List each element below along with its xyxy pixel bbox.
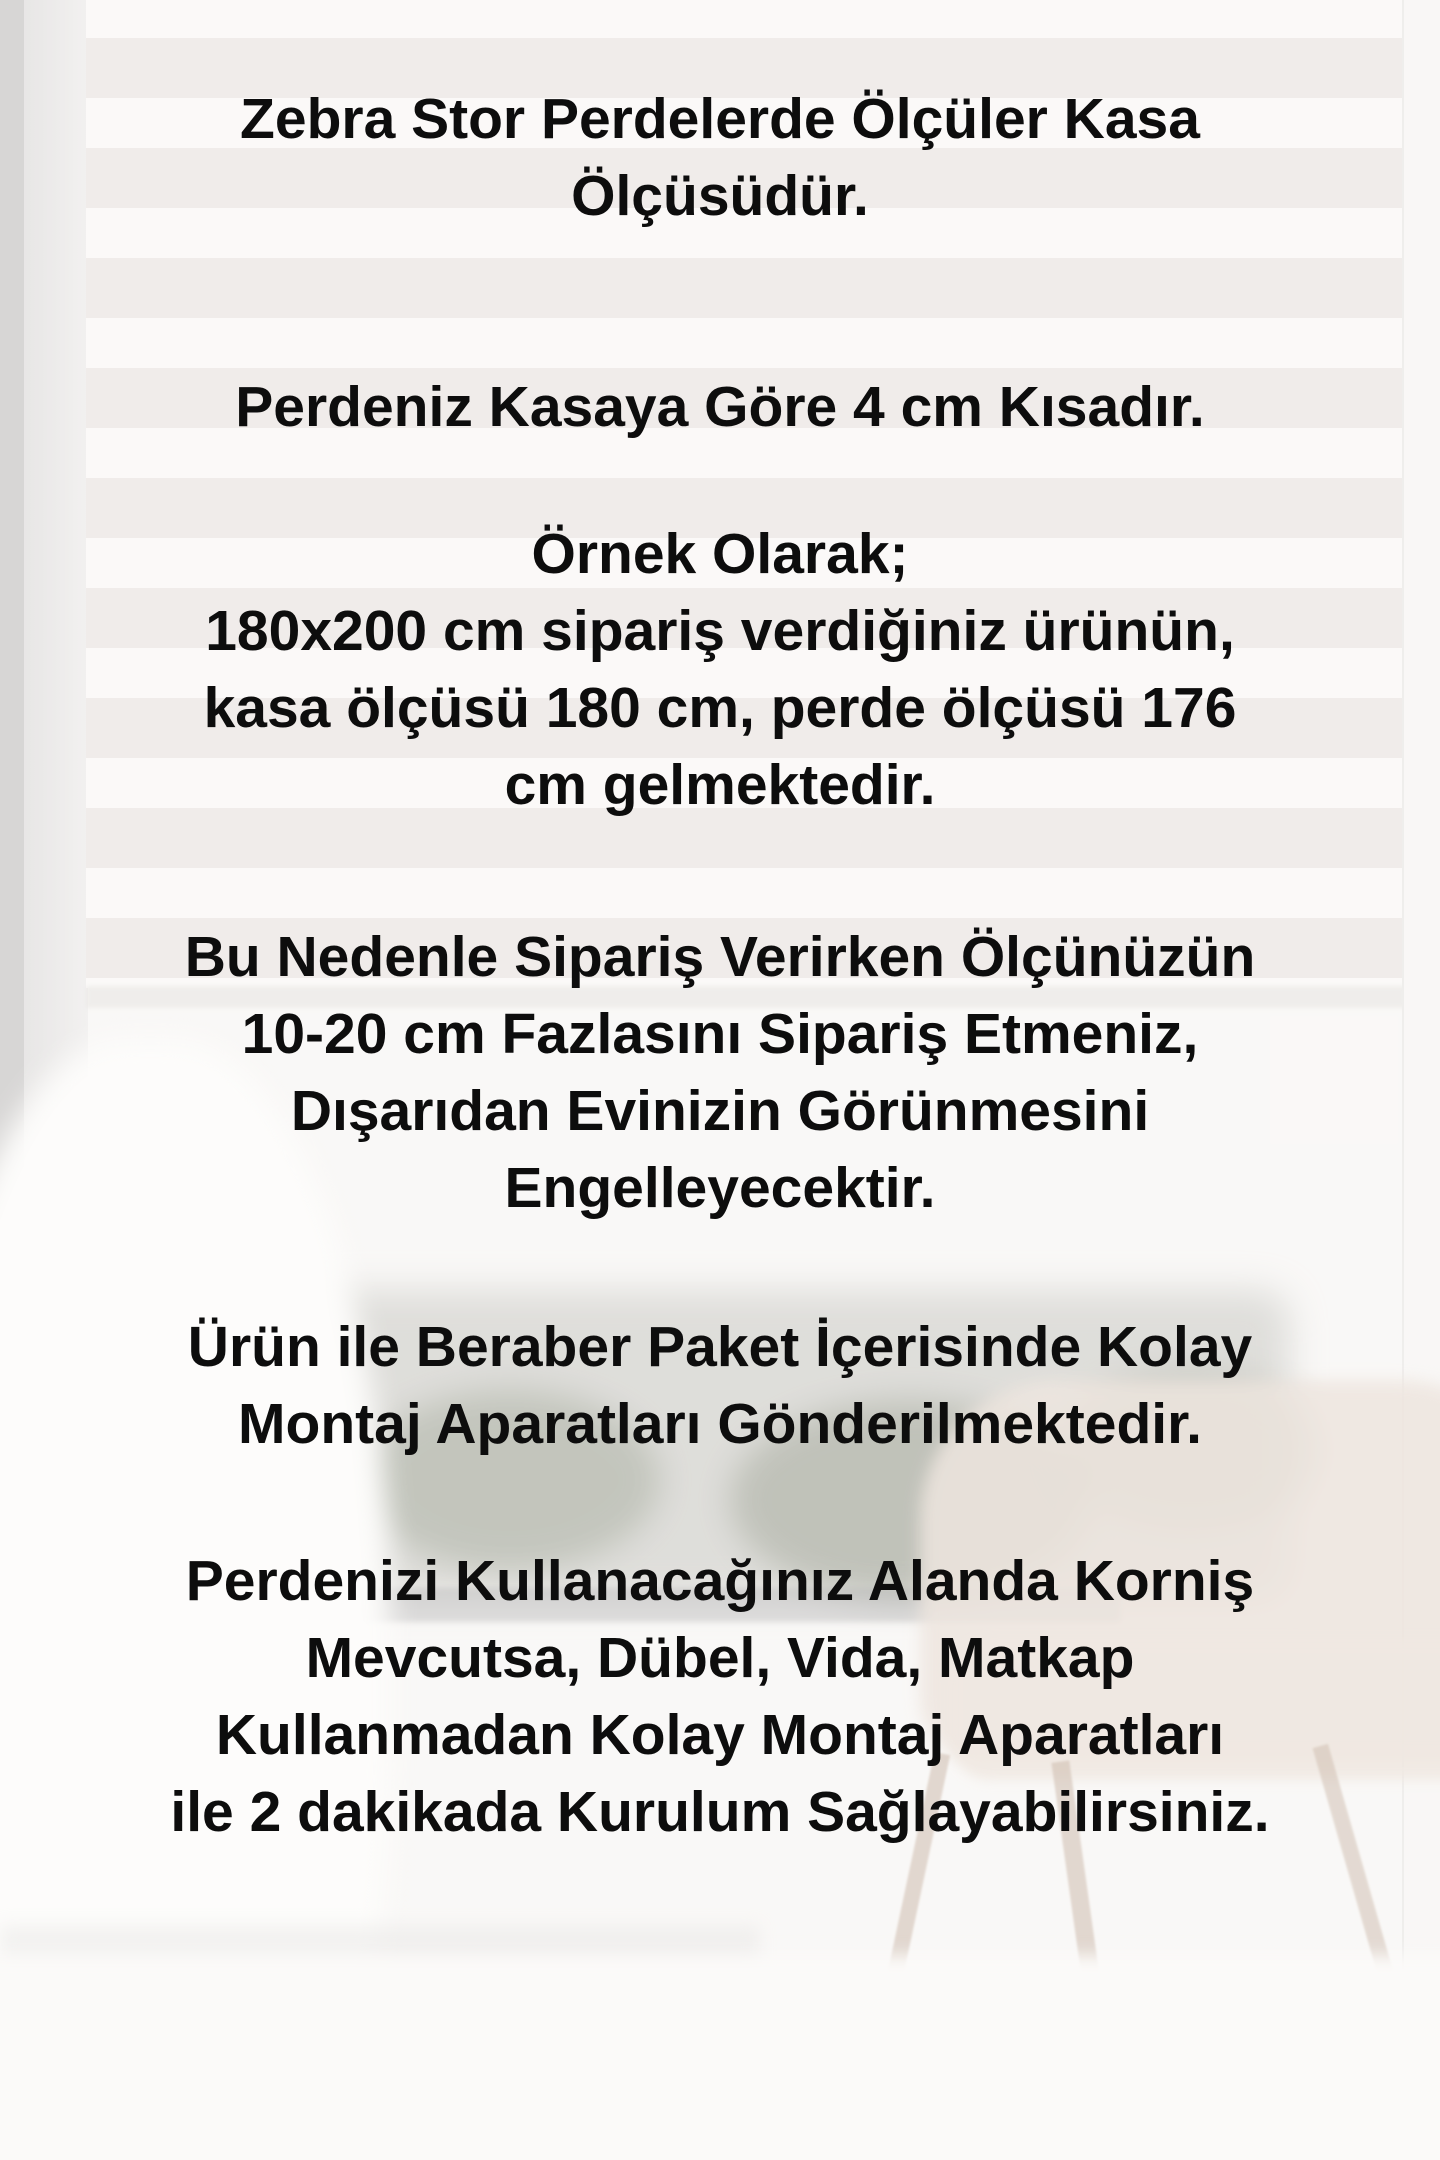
text-line: Bu Nedenle Sipariş Verirken Ölçünüzün: [184, 925, 1256, 989]
text-line: Ürün ile Beraber Paket İçerisinde Kolay: [187, 1315, 1253, 1379]
text-block-kasa-olcusu: [0, 81, 1440, 235]
text-line: kasa ölçüsü 180 cm, perde ölçüsü 176: [203, 676, 1237, 740]
text-line: Perdeniz Kasaya Göre 4 cm Kısadır.: [235, 375, 1205, 439]
text-line: Zebra Stor Perdelerde Ölçüler Kasa: [240, 87, 1200, 151]
text-line: 10-20 cm Fazlasını Sipariş Etmeniz,: [241, 1002, 1199, 1066]
text-block-siparis-onerisi: [0, 919, 1440, 1227]
text-line: Mevcutsa, Dübel, Vida, Matkap: [305, 1626, 1135, 1690]
text-line: ile 2 dakikada Kurulum Sağlayabilirsiniz.: [170, 1780, 1270, 1844]
text-line: Örnek Olarak;: [531, 522, 909, 586]
text-line: 180x200 cm sipariş verdiğiniz ürünün,: [205, 599, 1235, 663]
text-line: Kullanmadan Kolay Montaj Aparatları: [215, 1703, 1225, 1767]
text-block-montaj-aparatlari: [0, 1309, 1440, 1463]
text-line: cm gelmektedir.: [504, 753, 936, 817]
text-line: Perdenizi Kullanacağınız Alanda Korniş: [185, 1549, 1255, 1613]
text-block-kurulum: [0, 1543, 1440, 1851]
text-block-4cm-kisa: [0, 369, 1440, 446]
text-line: Montaj Aparatları Gönderilmektedir.: [238, 1392, 1202, 1456]
text-line: Dışarıdan Evinizin Görünmesini: [290, 1079, 1150, 1143]
text-line: Ölçüsüdür.: [571, 164, 869, 228]
text-block-ornek: [0, 516, 1440, 824]
text-line: Engelleyecektir.: [504, 1156, 936, 1220]
